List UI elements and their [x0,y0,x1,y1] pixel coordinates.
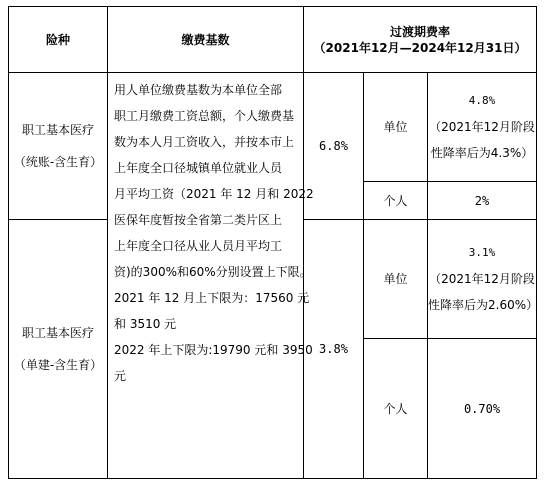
contribution-base-cell [108,73,314,479]
base-text-line: 和 3510 元 [114,317,177,331]
base-text-line: 资)的300%和60%分别设置上下限。 [114,265,312,279]
base-text-line: 上年度全口径从业人员月平均工 [114,239,283,253]
unit-label-cell: 单位 [364,220,428,339]
header-row [9,7,537,73]
base-text-line: 医保年度暂按全省第二类片区上 [114,213,283,227]
base-text-line: 用人单位缴费基数为本单位全部 [114,83,283,97]
insurance-type-name: 职工基本医疗 [21,123,94,137]
unit-label-cell: 单位 [364,73,428,182]
personal-rate-cell: 2% [428,182,537,220]
unit-rate-cell [428,220,537,339]
base-text-line: 数为本人月工资收入，并按本市上 [114,135,295,149]
table-row [9,73,537,182]
unit-rate-note: （2021年12月阶段 [429,272,535,286]
unit-rate-note: 性降率后为4.3%） [430,146,534,160]
unit-rate-cell [428,73,537,182]
unit-rate-value: 3.1% [468,246,496,259]
base-text-line: 元 [114,369,127,383]
unit-rate-note: 性降率后为2.60%） [428,298,539,312]
insurance-type-name: 职工基本医疗 [21,326,94,340]
base-text-line: 2021 年 12 月上下限为：17560 元 [114,291,310,305]
total-rate-cell: 6.8% [304,73,364,220]
unit-rate-value: 4.8% [468,94,496,107]
base-text-line: 2022 年上下限为:19790 元和 3950 [114,343,313,357]
insurance-type-cell [9,73,108,220]
personal-label-cell: 个人 [364,182,428,220]
insurance-type-cell [9,220,108,479]
header-rate-title: 过渡期费率 [390,24,451,39]
base-text-line: 月平均工资（2021 年 12 月和 2022 [114,187,314,201]
header-rate-period: （2021年12月—2024年12月31日） [313,40,527,55]
total-rate-cell: 3.8% [304,220,364,479]
personal-label-cell: 个人 [364,339,428,479]
base-text-line: 职工月缴费工资总额，个人缴费基 [114,109,295,123]
contribution-rate-table [8,6,537,479]
personal-rate-cell: 0.70% [428,339,537,479]
insurance-type-note: （统账-含生育） [13,155,103,169]
unit-rate-note: （2021年12月阶段 [429,120,535,134]
header-base: 缴费基数 [108,7,304,73]
header-rate [304,7,537,73]
header-insurance: 险种 [9,7,108,73]
base-text-line: 上年度全口径城镇单位就业人员 [114,161,283,175]
insurance-type-note: （单建-含生育） [13,358,103,372]
